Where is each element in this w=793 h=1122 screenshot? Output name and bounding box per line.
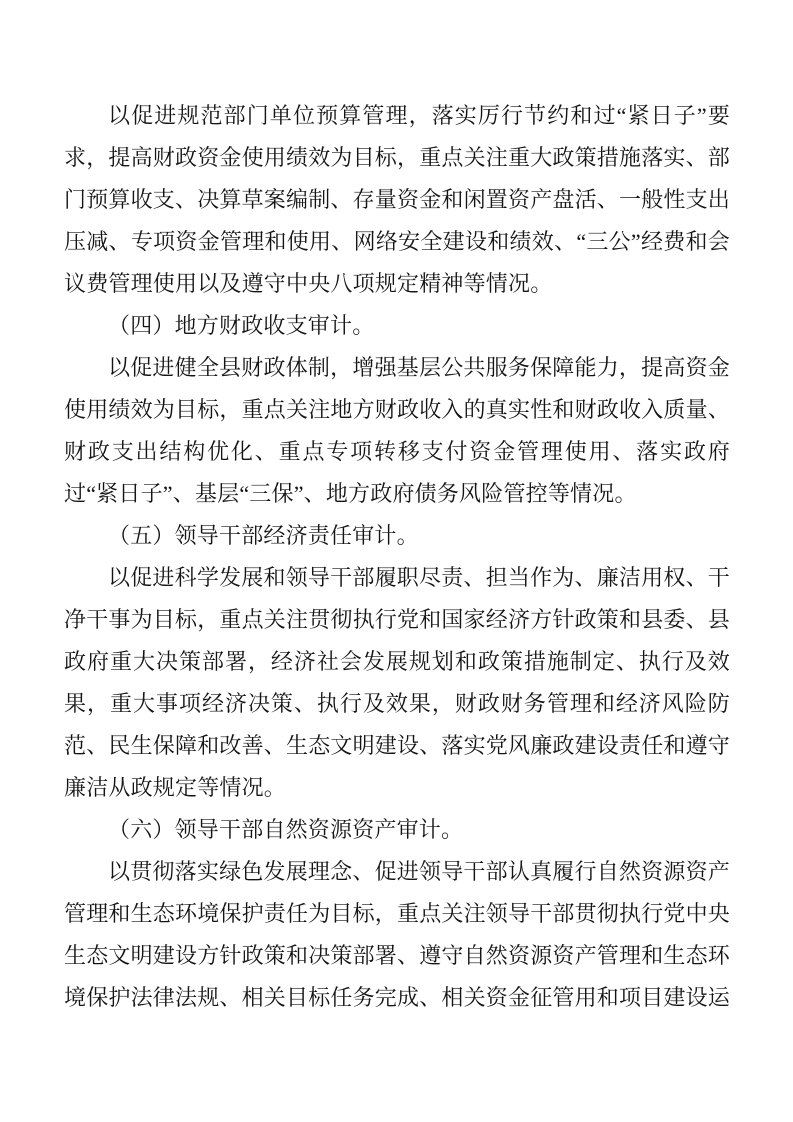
heading-section-4-local-fiscal-audit: （四）地方财政收支审计。: [108, 313, 375, 338]
paragraph-natural-resources-audit-focus: 以贯彻落实绿色发展理念、促进领导干部认真履行自然资源资产管理和生态环境保护责任为目标，重点关注领导干部贯彻执行党中央生态文明建设方针政策和决策部署、遵守自然资源资产管理和生态环境保护法律法规、相关目标任务完成、相关资金征管用和项目建设运: [64, 859, 731, 1010]
paragraph-department-budget-audit-focus: 以促进规范部门单位预算管理，落实厉行节约和过“紧日子”要求，提高财政资金使用绩效为目标，重点关注重大政策措施落实、部门预算收支、决算草案编制、存量资金和闲置资产盘活、一般性支出压减、专项资金管理和使用、网络安全建设和绩效、“三公”经费和会议费管理使用以及遵守中央八项规定精神等情况。: [64, 103, 731, 296]
heading-section-5-economic-responsibility-audit: （五）领导干部经济责任审计。: [108, 523, 419, 548]
document-body: [64, 95, 730, 1019]
heading-section-6-natural-resources-audit: （六）领导干部自然资源资产审计。: [108, 817, 464, 842]
paragraph-local-fiscal-audit-focus: 以促进健全县财政体制，增强基层公共服务保障能力，提高资金使用绩效为目标，重点关注地方财政收入的真实性和财政收入质量、财政支出结构优化、重点专项转移支付资金管理使用、落实政府过“紧日子”、基层“三保”、地方政府债务风险管控等情况。: [64, 355, 731, 506]
paragraph-economic-responsibility-audit-focus: 以促进科学发展和领导干部履职尽责、担当作为、廉洁用权、干净干事为目标，重点关注贯彻执行党和国家经济方针政策和县委、县政府重大决策部署，经济社会发展规划和政策措施制定、执行及效果，重大事项经济决策、执行及效果，财政财务管理和经济风险防范、民生保障和改善、生态文明建设、落实党风廉政建设责任和遵守廉洁从政规定等情况。: [64, 565, 731, 800]
